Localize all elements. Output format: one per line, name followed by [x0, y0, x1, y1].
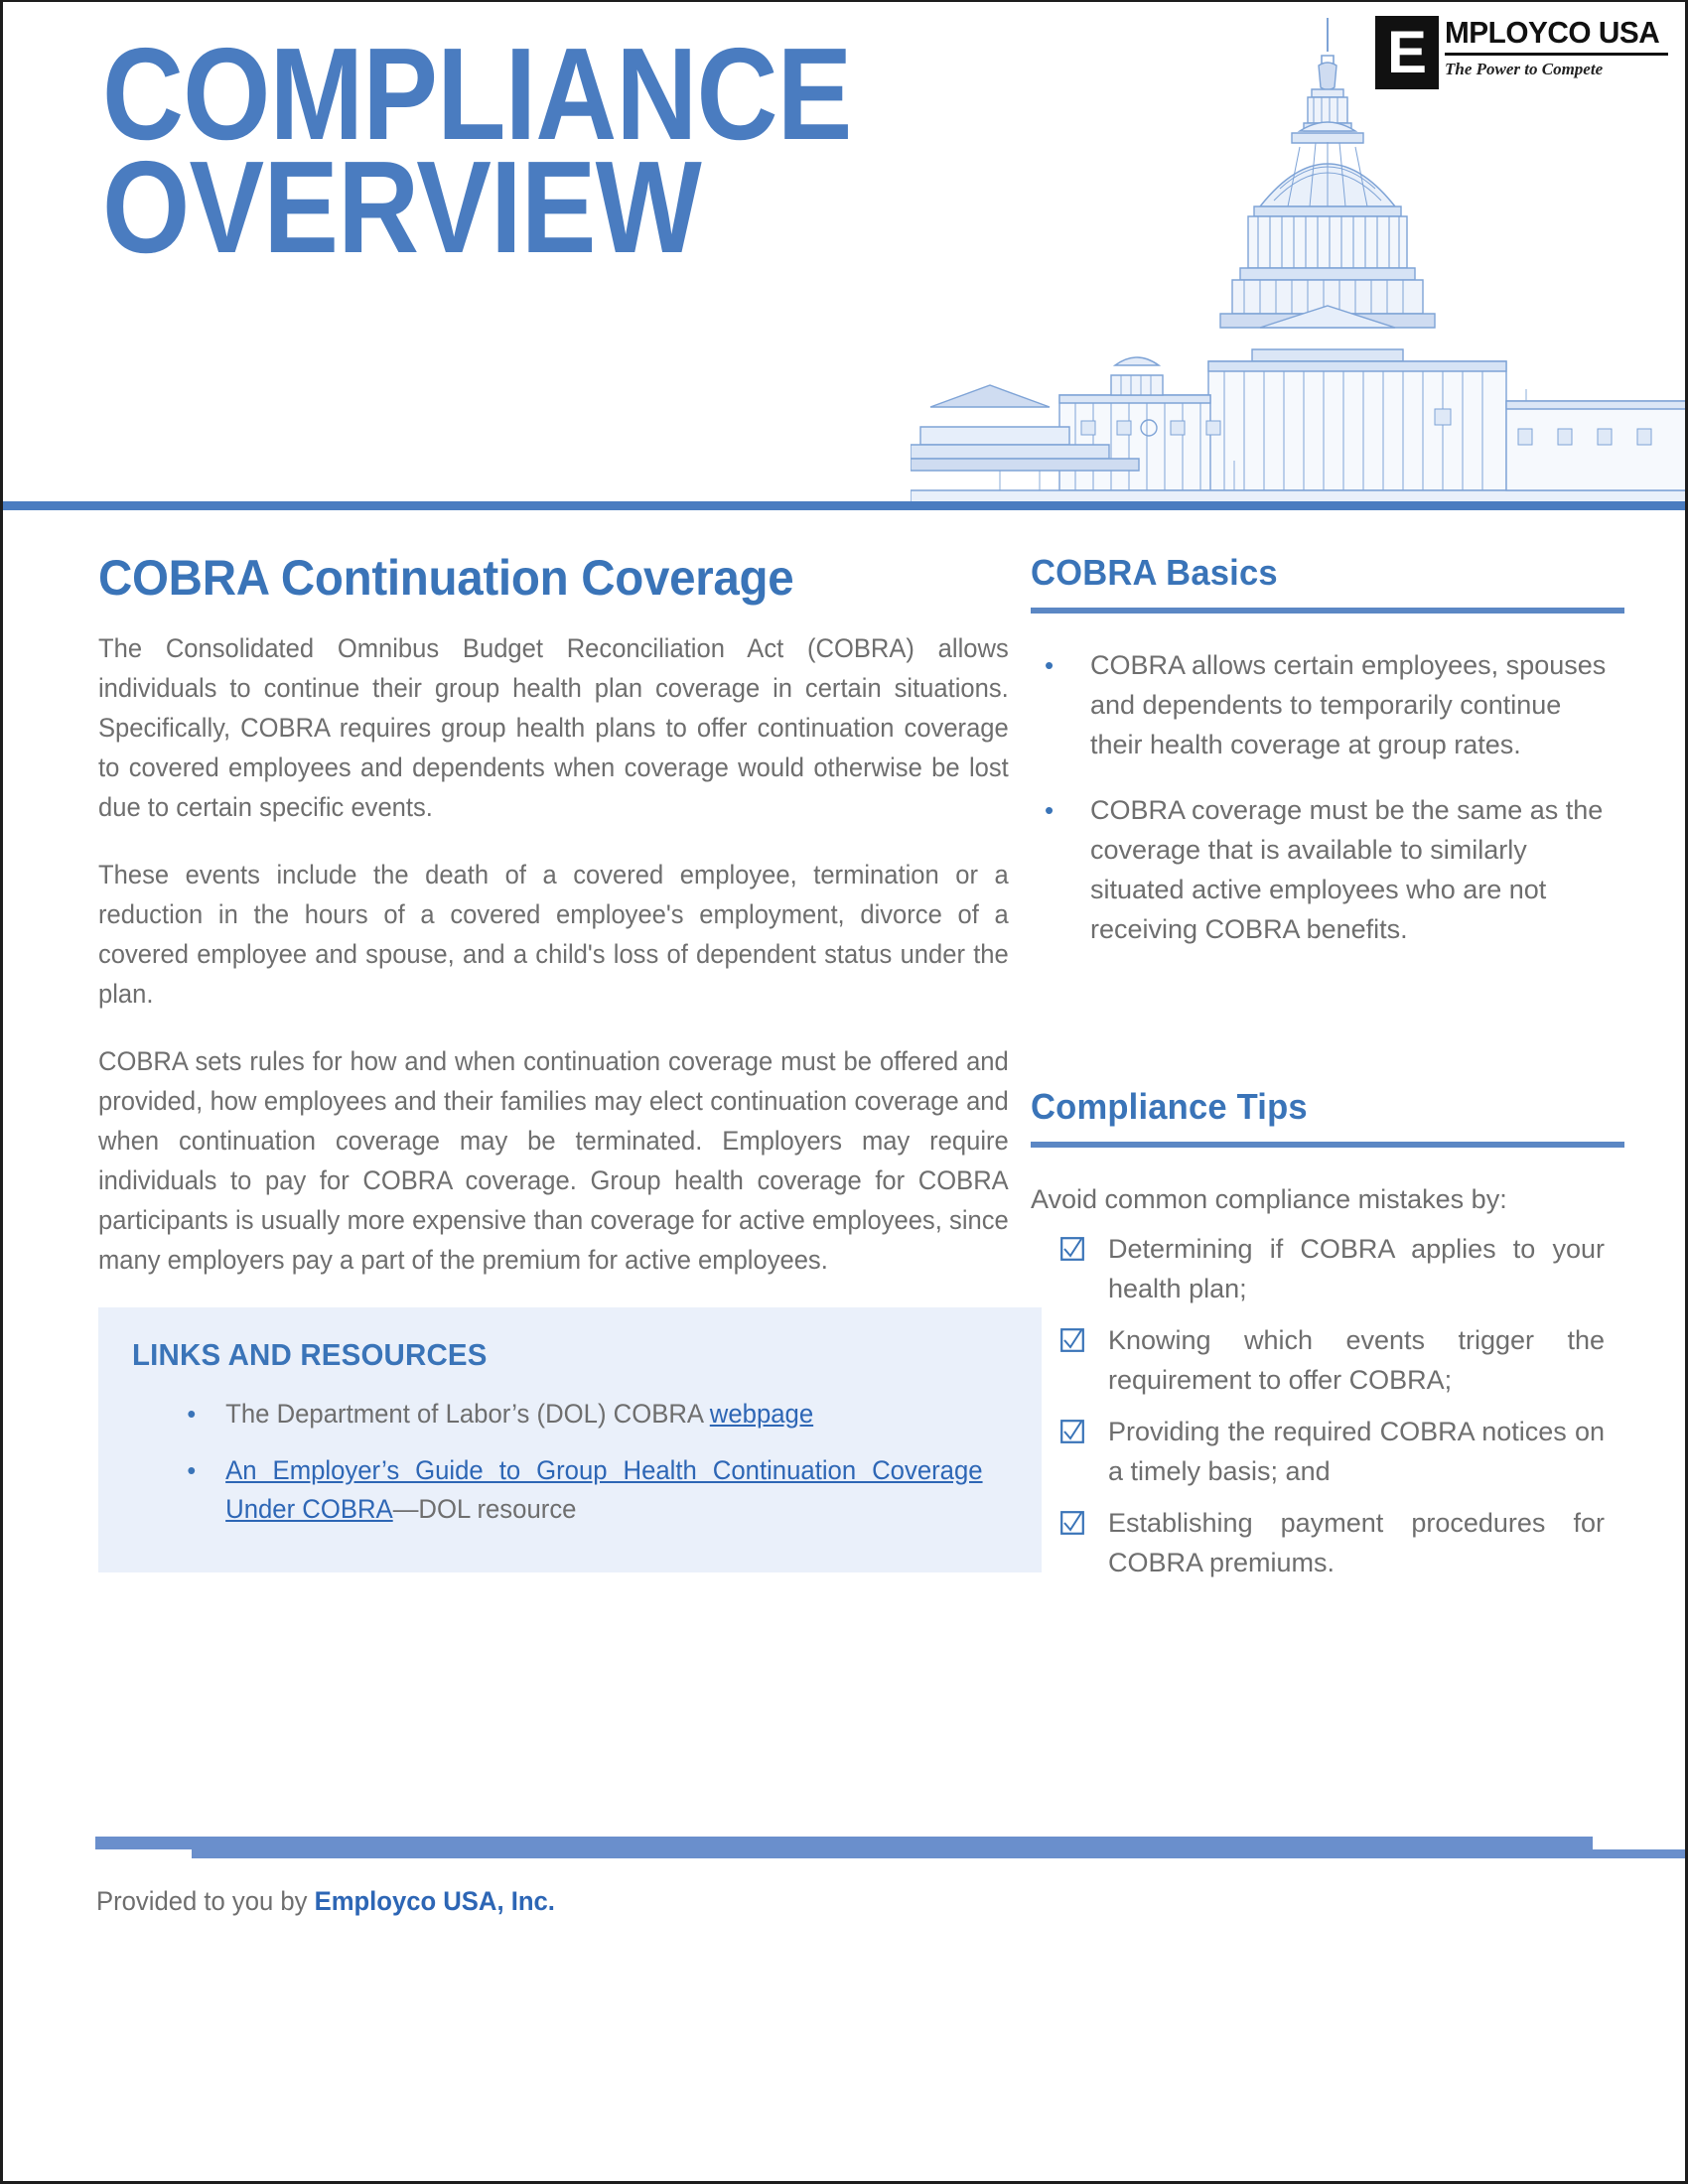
compliance-tips-section [1031, 1086, 1626, 1582]
page-title [102, 21, 973, 280]
main-column [3, 510, 1009, 1594]
compliance-tips-divider [1031, 1142, 1624, 1148]
compliance-tips-list [1031, 1229, 1626, 1582]
logo-company-name: MPLOYCO USA [1445, 15, 1660, 50]
compliance-tip-1: Determining if COBRA applies to your health plan; [1108, 1234, 1605, 1303]
bullet-icon: • [187, 1398, 197, 1429]
compliance-tip-3: Providing the required COBRA notices on a timely basis; and [1108, 1417, 1605, 1486]
checked-checkbox-icon [1060, 1420, 1084, 1443]
compliance-tips-heading: Compliance Tips [1031, 1086, 1308, 1127]
links-and-resources-box [98, 1307, 1042, 1572]
bullet-icon: • [1045, 795, 1055, 825]
page-title-line-2: OVERVIEW [102, 133, 701, 280]
footer-bar-top [95, 1837, 1593, 1849]
article-paragraph-1: The Consolidated Omnibus Budget Reconciliation Act (COBRA) allows individuals to continue their group health plan coverage in certain situations. Specifically, COBRA requires group health plans to offer continuation coverage to covered employees and dependents when coverage would otherwise be lost due to certain specific events. [98, 632, 1009, 822]
article-paragraph-3: COBRA sets rules for how and when continuation coverage must be offered and provided, how employees and their families may elect continuation coverage and when continuation coverage may be terminated. Employers may require individuals to pay for COBRA coverage. Group health coverage for COBRA participants is usually more expensive than coverage for active employees, since many employers pay a part of the premium for active employees. [98, 1045, 1009, 1275]
link-item-prefix: The Department of Labor’s (DOL) COBRA [225, 1398, 710, 1429]
list-item [1031, 1412, 1605, 1491]
footer-attribution [96, 1886, 555, 1917]
list-item [166, 1395, 983, 1433]
checked-checkbox-icon [1060, 1237, 1084, 1261]
list-item [166, 1451, 983, 1529]
compliance-tips-intro: Avoid common compliance mistakes by: [1031, 1184, 1507, 1214]
link-item-suffix: —DOL resource [392, 1493, 577, 1524]
page-content [3, 510, 1685, 1594]
list-item [1031, 790, 1607, 949]
cobra-basics-heading: COBRA Basics [1031, 552, 1278, 593]
article-paragraph-2: These events include the death of a covered employee, termination or a reduction in the hours of a covered employee's employment, divorce of a covered employee and spouse, and a child's loss of dependent status under the plan. [98, 859, 1009, 1009]
dol-cobra-webpage-link[interactable]: webpage [709, 1398, 814, 1429]
page-title-line-1: COMPLIANCE [102, 21, 852, 167]
header-divider-rule [3, 501, 1685, 510]
list-item [1031, 1229, 1605, 1308]
list-item [1031, 1503, 1605, 1582]
employco-logo [1375, 16, 1663, 89]
logo-e-mark: E [1375, 16, 1439, 89]
bullet-icon: • [1045, 650, 1055, 680]
sidebar-spacer [1031, 975, 1626, 1086]
footer-company-name: Employco USA, Inc. [314, 1886, 555, 1916]
footer-attribution-prefix: Provided to you by [96, 1886, 315, 1916]
article-title: COBRA Continuation Coverage [98, 550, 794, 606]
cobra-basics-bullet-1: COBRA allows certain employees, spouses and dependents to temporarily continue their health coverage at group rates. [1090, 650, 1607, 759]
list-item [1031, 645, 1607, 764]
logo-divider [1445, 53, 1668, 56]
compliance-tip-2: Knowing which events trigger the requirement to offer COBRA; [1108, 1325, 1605, 1395]
checked-checkbox-icon [1060, 1511, 1084, 1535]
checked-checkbox-icon [1060, 1328, 1084, 1352]
compliance-tip-4: Establishing payment procedures for COBRA premiums. [1108, 1508, 1605, 1577]
sidebar-column [1031, 510, 1626, 1594]
employers-guide-link[interactable]: An Employer’s Guide to Group Health Continuation Coverage Under COBRA [225, 1454, 983, 1524]
logo-tagline: The Power to Compete [1445, 60, 1604, 78]
cobra-basics-list [1031, 645, 1626, 949]
cobra-basics-divider [1031, 608, 1624, 614]
links-box-title: LINKS AND RESOURCES [132, 1336, 488, 1372]
footer-bar-bottom [192, 1849, 1688, 1858]
cobra-basics-section [1031, 552, 1626, 949]
list-item [1031, 1320, 1605, 1400]
links-list [132, 1395, 1008, 1529]
cobra-basics-bullet-2: COBRA coverage must be the same as the coverage that is available to similarly situated active employees who are not receiving COBRA benefits. [1090, 795, 1604, 944]
bullet-icon: • [187, 1454, 197, 1485]
page-header [3, 2, 1685, 510]
